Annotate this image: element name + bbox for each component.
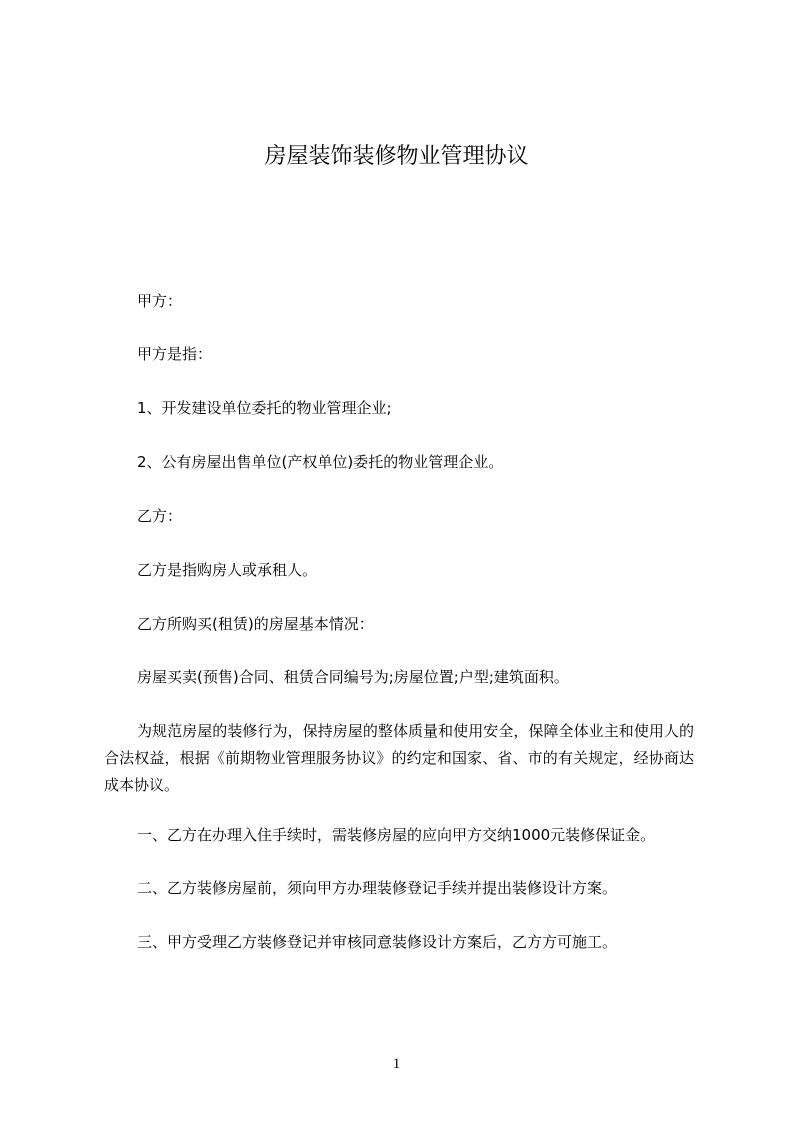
party-a-definition: 甲方是指： <box>137 345 213 363</box>
page-number: 1 <box>392 1056 401 1072</box>
party-b-definition: 乙方是指购房人或承租人。 <box>137 561 318 579</box>
party-a-item-1: 1、开发建设单位委托的物业管理企业; <box>137 399 392 417</box>
preamble-paragraph: 为规范房屋的装修行为，保持房屋的整体质量和使用安全，保障全体业主和使用人的合法权益，根据《前期物业管理服务协议》的约定和国家、省、市的有关规定，经协商达成本协议。 <box>104 722 694 794</box>
clause-2: 二、乙方装修房屋前，须向甲方办理装修登记手续并提出装修设计方案。 <box>137 879 618 897</box>
house-info-detail: 房屋买卖(预售)合同、租赁合同编号为;房屋位置;户型;建筑面积。 <box>137 668 569 686</box>
party-b-label: 乙方： <box>137 507 183 525</box>
document-title: 房屋装饰装修物业管理协议 <box>264 144 529 169</box>
house-info-heading: 乙方所购买(租赁)的房屋基本情况： <box>137 615 374 633</box>
party-a-label: 甲方： <box>137 292 183 310</box>
party-a-item-2: 2、公有房屋出售单位(产权单位)委托的物业管理企业。 <box>137 453 504 471</box>
clause-3: 三、甲方受理乙方装修登记并审核同意装修设计方案后，乙方方可施工。 <box>137 933 618 951</box>
clause-1: 一、乙方在办理入住手续时，需装修房屋的应向甲方交纳1000元装修保证金。 <box>137 826 656 844</box>
